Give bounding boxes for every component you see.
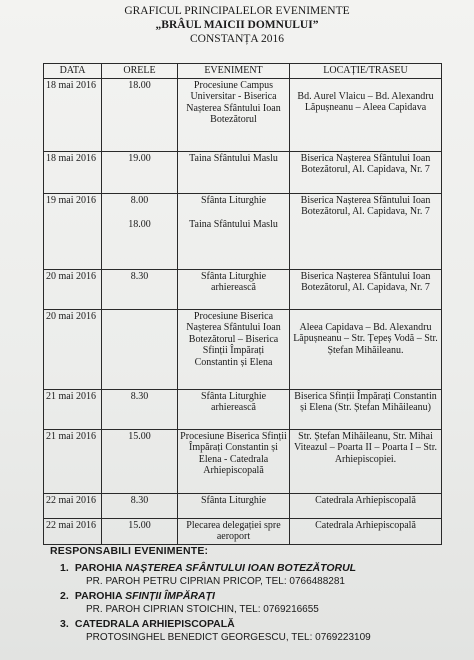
cell-event-first: Sfânta Liturghie [200, 194, 267, 206]
cell-date: 21 mai 2016 [44, 429, 102, 493]
column-header-location: LOCAȚIE/TRASEU [290, 64, 442, 79]
item-number: 3. [60, 618, 69, 630]
item-number: 2. [60, 590, 69, 602]
table-row [44, 493, 442, 518]
cell-date: 18 mai 2016 [44, 78, 102, 151]
item-prefix: PAROHIA [74, 562, 126, 574]
responsible-contact: PR. PAROH PETRU CIPRIAN PRICOP, TEL: 0766488281 [86, 576, 345, 587]
cell-event: Sfânta Liturghie arhierească [178, 389, 290, 429]
document-title: GRAFICUL PRINCIPALELOR EVENIMENTE [124, 5, 350, 17]
events-table [43, 63, 442, 545]
item-name: SFINȚII ÎMPĂRAȚI [125, 590, 215, 602]
item-number: 1. [60, 562, 69, 574]
cell-date: 20 mai 2016 [44, 269, 102, 309]
table-row [44, 518, 442, 544]
cell-time-first: 8.00 [130, 194, 149, 206]
cell-time: 15.00 [102, 518, 178, 544]
cell-location: Catedrala Arhiepiscopală [290, 493, 442, 518]
cell-date: 21 mai 2016 [44, 389, 102, 429]
column-header-time: ORELE [102, 64, 178, 79]
item-name: NAȘTEREA SFÂNTULUI IOAN BOTEZĂTORUL [125, 562, 357, 574]
responsible-item [60, 590, 215, 602]
cell-location: Biserica Nașterea Sfântului Ioan Botezătorul, Al. Capidava, Nr. 7 [290, 269, 442, 309]
responsible-item [60, 618, 235, 630]
cell-date: 22 mai 2016 [44, 518, 102, 544]
table-row [44, 151, 442, 193]
cell-location: Biserica Sfinții Împărați Constantin și Elena (Str. Ștefan Mihăileanu) [290, 389, 442, 429]
responsible-contact: PR. PAROH CIPRIAN STOICHIN, TEL: 0769216655 [86, 604, 319, 615]
cell-time: 19.00 [102, 151, 178, 193]
cell-event: Procesiune Biserica Nașterea Sfântului Ioan Botezătorul – Biserica Sfinții Împărați Constantin și Elena [178, 309, 290, 389]
cell-location-text: Aleea Capidava – Bd. Alexandru Lăpușneanu – Str. Țepeș Vodă – Str. Ștefan Mihăileanu. [293, 321, 438, 356]
cell-location [290, 309, 442, 389]
cell-event: Taina Sfântului Maslu [178, 151, 290, 193]
item-prefix: PAROHIA [74, 590, 126, 602]
table-row [44, 389, 442, 429]
item-name: CATEDRALA ARHIEPISCOPALĂ [74, 618, 235, 630]
column-header-date: DATA [44, 64, 102, 79]
cell-time [102, 193, 178, 269]
responsibles-heading: RESPONSABILI EVENIMENTE: [50, 545, 209, 557]
cell-time: 8.30 [102, 389, 178, 429]
cell-time: 15.00 [102, 429, 178, 493]
cell-event: Procesiune Biserica Sfinții Împărați Constantin și Elena - Catedrala Arhiepiscopală [178, 429, 290, 493]
cell-time: 18.00 [102, 78, 178, 151]
cell-time-second: 18.00 [128, 219, 151, 230]
table-row [44, 309, 442, 389]
cell-location: Str. Ștefan Mihăileanu, Str. Mihai Viteazul – Poarta II – Poarta I – Str. Arhiepiscopiei. [290, 429, 442, 493]
table-row [44, 193, 442, 269]
cell-event: Sfânta Liturghie arhierească [178, 269, 290, 309]
cell-date: 19 mai 2016 [44, 193, 102, 269]
cell-event: Sfânta Liturghie [178, 493, 290, 518]
cell-date: 20 mai 2016 [44, 309, 102, 389]
cell-time [102, 309, 178, 389]
responsible-contact: PROTOSINGHEL BENEDICT GEORGESCU, TEL: 0769223109 [86, 632, 371, 643]
document-place-year: CONSTANȚA 2016 [190, 33, 284, 45]
cell-event-second: Taina Sfântului Maslu [189, 219, 278, 230]
cell-location: Biserica Nașterea Sfântului Ioan Botezătorul, Al. Capidava, Nr. 7 [290, 193, 442, 269]
cell-time: 8.30 [102, 493, 178, 518]
responsible-item [60, 562, 356, 574]
table-row [44, 78, 442, 151]
column-header-event: EVENIMENT [178, 64, 290, 79]
cell-location: Biserica Nașterea Sfântului Ioan Botezătorul, Al. Capidava, Nr. 7 [290, 151, 442, 193]
cell-date: 18 mai 2016 [44, 151, 102, 193]
table-row [44, 269, 442, 309]
table-row [44, 429, 442, 493]
cell-location [290, 78, 442, 151]
cell-event: Procesiune Campus Universitar - Biserica Nașterea Sfântului Ioan Botezătorul [178, 78, 290, 151]
cell-event [178, 193, 290, 269]
document-subtitle: „BRÂUL MAICII DOMNULUI” [155, 19, 319, 31]
cell-location: Catedrala Arhiepiscopală [290, 518, 442, 544]
table-header-row [44, 64, 442, 79]
cell-event: Plecarea delegației spre aeroport [178, 518, 290, 544]
cell-time: 8.30 [102, 269, 178, 309]
cell-date: 22 mai 2016 [44, 493, 102, 518]
cell-location-text: Bd. Aurel Vlaicu – Bd. Alexandru Lăpușneanu – Aleea Capidava [297, 90, 434, 113]
